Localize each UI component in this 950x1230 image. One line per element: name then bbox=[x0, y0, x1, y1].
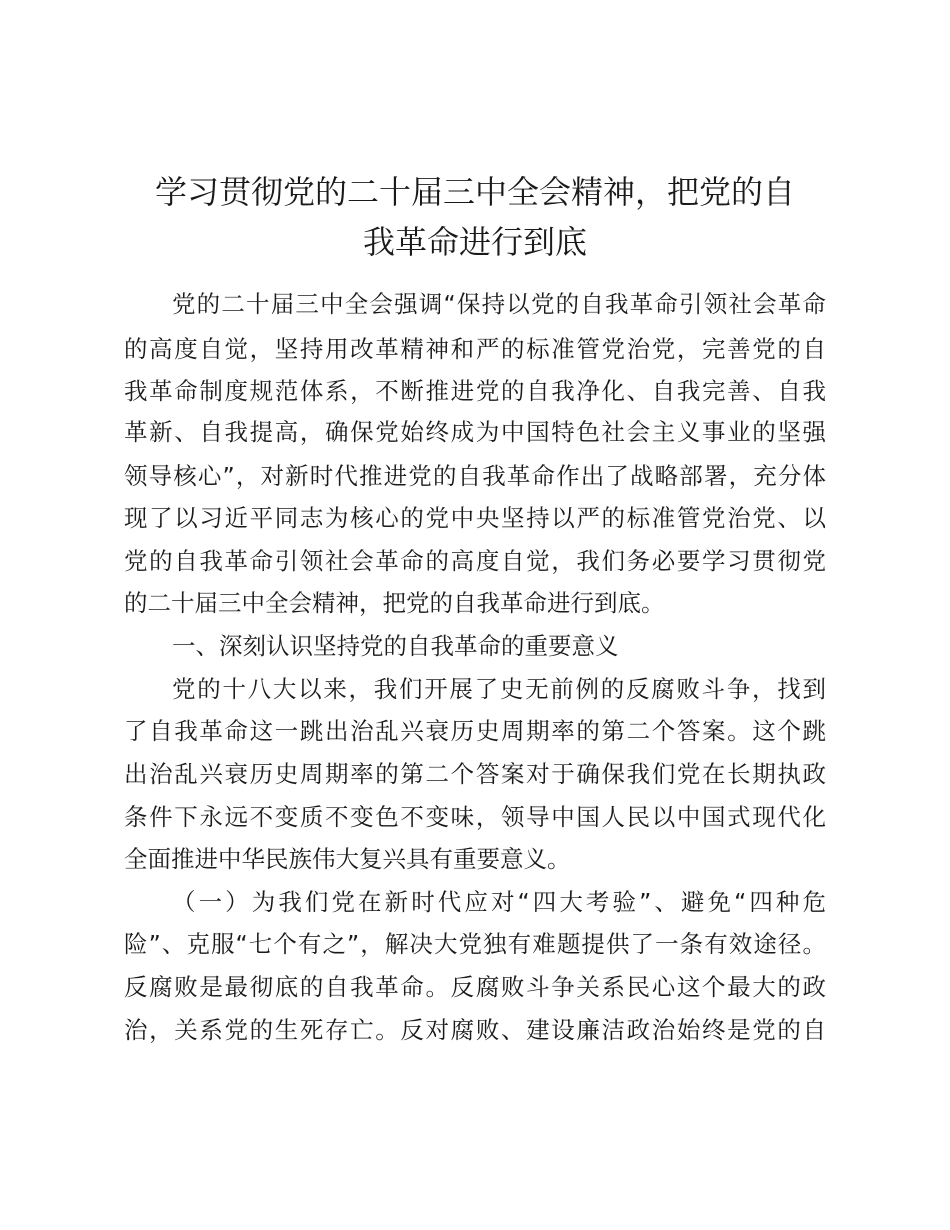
paragraph-line: 的二十届三中全会精神，把党的自我革命进行到底。 bbox=[124, 589, 665, 617]
document-title-line-1: 学习贯彻党的二十届三中全会精神，把党的自 bbox=[154, 173, 795, 211]
document-title-line-2: 我革命进行到底 bbox=[362, 223, 587, 261]
section-heading: 一、深刻认识坚持党的自我革命的重要意义 bbox=[172, 632, 619, 660]
paragraph-line: 党的二十届三中全会强调“保持以党的自我革命引领社会革命 bbox=[172, 290, 826, 318]
paragraph-line: 了自我革命这一跳出治乱兴衰历史周期率的第二个答案。这个跳 bbox=[124, 717, 826, 745]
paragraph-line: 的高度自觉，坚持用改革精神和严的标准管党治党，完善党的自 bbox=[124, 335, 826, 363]
paragraph-line: 出治乱兴衰历史周期率的第二个答案对于确保我们党在长期执政 bbox=[124, 760, 826, 788]
paragraph-line: （一）为我们党在新时代应对“四大考验”、避免“四种危 bbox=[172, 888, 826, 916]
paragraph-line: 党的自我革命引领社会革命的高度自觉，我们务必要学习贯彻党 bbox=[124, 547, 826, 575]
paragraph-line: 全面推进中华民族伟大复兴具有重要意义。 bbox=[124, 845, 571, 873]
paragraph-line: 条件下永远不变质不变色不变味，领导中国人民以中国式现代化 bbox=[124, 803, 826, 831]
paragraph-line: 革新、自我提高，确保党始终成为中国特色社会主义事业的坚强 bbox=[124, 418, 826, 446]
paragraph-line: 我革命制度规范体系，不断推进党的自我净化、自我完善、自我 bbox=[124, 377, 826, 405]
paragraph-line: 党的十八大以来，我们开展了史无前例的反腐败斗争，找到 bbox=[172, 675, 826, 703]
paragraph-line: 治，关系党的生死存亡。反对腐败、建设廉洁政治始终是党的自 bbox=[124, 1016, 826, 1044]
paragraph-line: 现了以习近平同志为核心的党中央坚持以严的标准管党治党、以 bbox=[124, 504, 826, 532]
paragraph-line: 险”、克服“七个有之”，解决大党独有难题提供了一条有效途径。 bbox=[124, 930, 826, 958]
paragraph-line: 领导核心”，对新时代推进党的自我革命作出了战略部署，充分体 bbox=[124, 462, 826, 490]
paragraph-line: 反腐败是最彻底的自我革命。反腐败斗争关系民心这个最大的政 bbox=[124, 973, 826, 1001]
